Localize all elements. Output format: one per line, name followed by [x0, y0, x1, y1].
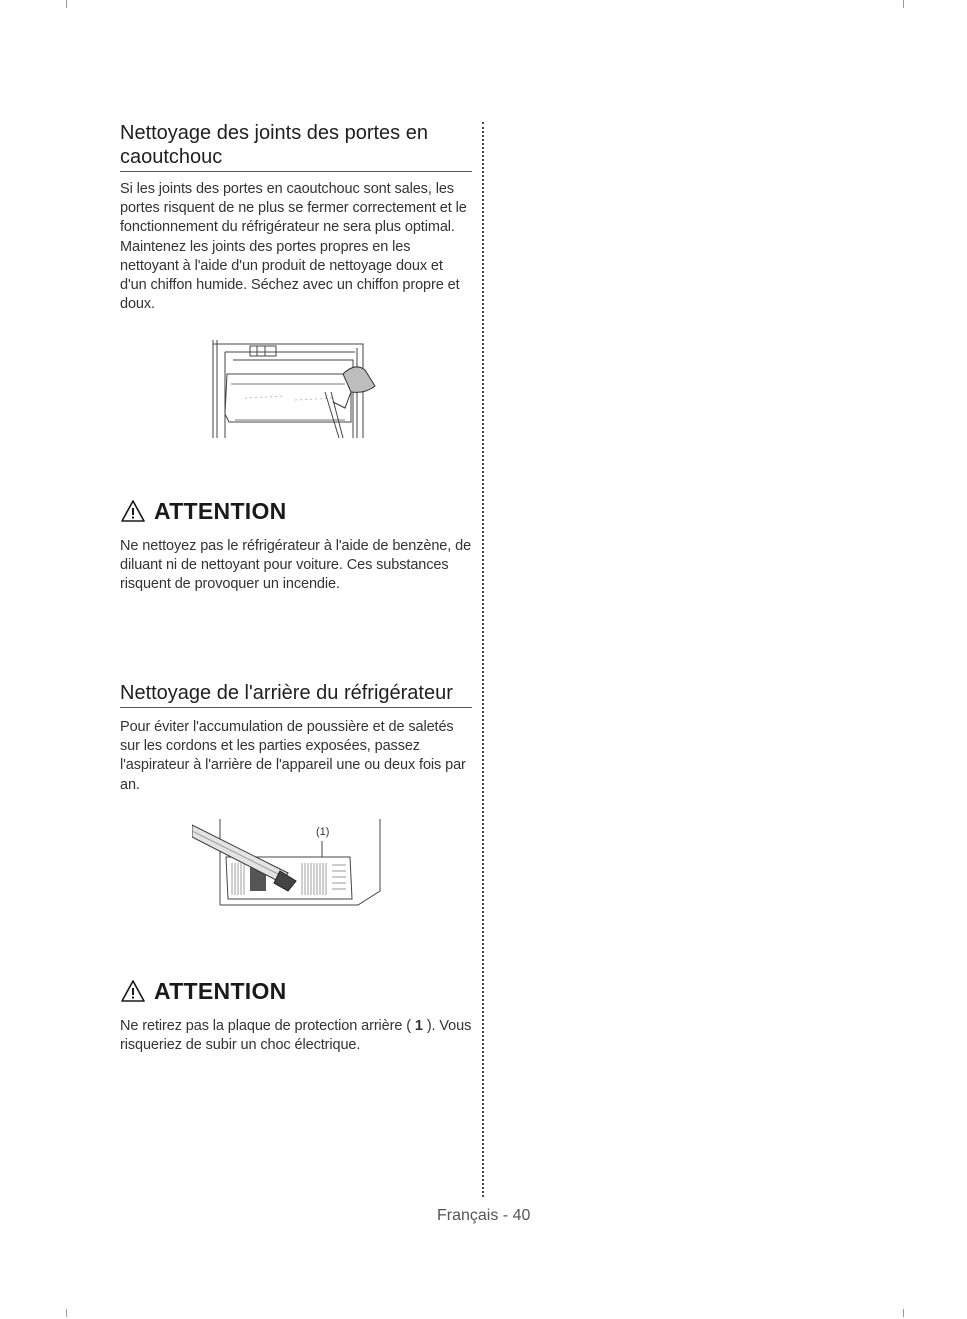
crop-mark: [66, 0, 67, 8]
attention-block-1: [120, 497, 472, 595]
figure-callout-label: (1): [316, 826, 330, 838]
callout-number: 1: [414, 1018, 423, 1034]
attention-title: [120, 977, 472, 1005]
attention-paragraph: Ne nettoyez pas le réfrigérateur à l'aide de benzène, de diluant ni de nettoyant pour voiture. Ces substances risquent de provoquer un incendie.: [120, 538, 472, 593]
crop-mark: [903, 1309, 904, 1317]
section-heading: Nettoyage des joints des portes en caoutchouc: [120, 121, 472, 172]
page-number: Français - 40: [437, 1207, 531, 1224]
door-gasket-illustration: [205, 338, 380, 442]
section-door-seals: [120, 121, 472, 314]
attention-title: [120, 497, 472, 525]
crop-mark: [903, 0, 904, 8]
vacuum-back-illustration: [192, 815, 384, 911]
attention-title-text: ATTENTION: [154, 978, 287, 1004]
section-paragraph: Pour éviter l'accumulation de poussière et de saletés sur les cordons et les parties exposées, passez l'aspirateur à l'arrière de l'appareil une ou deux fois par an.: [120, 719, 466, 793]
attention-text-part: ). Vous risqueriez de subir un choc électrique.: [120, 1018, 472, 1054]
crop-mark: [66, 1309, 67, 1317]
attention-paragraph: [120, 1017, 472, 1055]
attention-block-2: [120, 977, 472, 1055]
column-divider: [482, 122, 484, 1197]
section-paragraph: Si les joints des portes en caoutchouc sont sales, les portes risquent de ne plus se fermer correctement et le fonctionnement du réfrigérateur ne sera plus optimal. Maintenez les joints des portes propres en les nettoyant à l'aide d'un produit de nettoyage doux et d'un chiffon humide. Séchez avec un chiffon propre et doux.: [120, 181, 467, 313]
warning-triangle-icon: [120, 979, 146, 1003]
attention-text-part: Ne retirez pas la plaque de protection arrière (: [120, 1018, 415, 1034]
attention-title-text: ATTENTION: [154, 498, 287, 524]
warning-triangle-icon: [120, 499, 146, 523]
section-back-cleaning: [120, 681, 472, 795]
section-heading: Nettoyage de l'arrière du réfrigérateur: [120, 681, 472, 708]
